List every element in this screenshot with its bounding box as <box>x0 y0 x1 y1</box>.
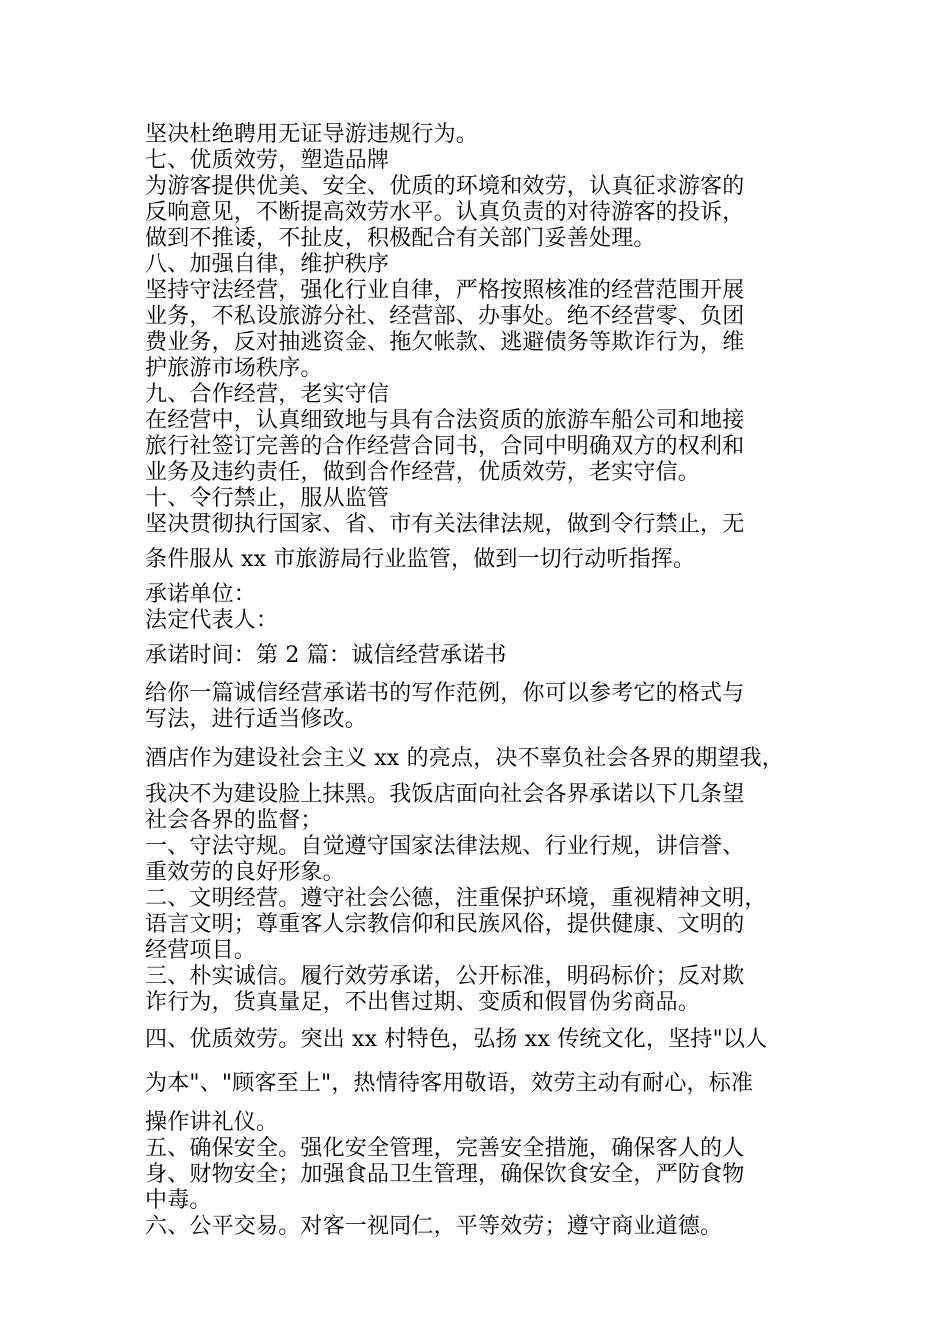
text-line: 中毒。 <box>145 1188 212 1213</box>
text-line: 业务及违约责任，做到合作经营，优质效劳，老实守信。 <box>145 460 701 485</box>
section-heading: 八、加强自律，维护秩序 <box>145 252 390 277</box>
text-line: 在经营中，认真细致地与具有合法资质的旅游车船公司和地接 <box>145 408 745 433</box>
text-line: 经营项目。 <box>145 938 257 963</box>
text-line: 操作讲礼仪。 <box>145 1110 279 1135</box>
text-line: 承诺时间：第 2 篇：诚信经营承诺书 <box>145 643 507 668</box>
text-line: 社会各界的监督； <box>145 808 323 833</box>
text-line: 三、朴实诚信。履行效劳承诺，公开标准，明码标价；反对欺 <box>145 964 745 989</box>
text-line: 五、确保安全。强化安全管理，完善安全措施，确保客人的人 <box>145 1136 745 1161</box>
text-line: 反响意见，不断提高效劳水平。认真负责的对待游客的投诉， <box>145 200 745 225</box>
text-line: 为本"、"顾客至上"，热情待客用敬语，效劳主动有耐心，标准 <box>145 1071 754 1096</box>
section-heading: 七、优质效劳，塑造品牌 <box>145 148 390 173</box>
text-line: 护旅游市场秩序。 <box>145 356 323 381</box>
text-line: 旅行社签订完善的合作经营合同书，合同中明确双方的权利和 <box>145 434 745 459</box>
text-line: 六、公平交易。对客一视同仁，平等效劳；遵守商业道德。 <box>145 1214 723 1239</box>
text-line: 语言文明；尊重客人宗教信仰和民族风俗，提供健康、文明的 <box>145 912 745 937</box>
text-line: 一、守法守规。自觉遵守国家法律法规、行业行规，讲信誉、 <box>145 834 745 859</box>
text-line: 四、优质效劳。突出 xx 村特色，弘扬 xx 传统文化，坚持"以人 <box>145 1027 768 1052</box>
text-line: 诈行为，货真量足，不出售过期、变质和假冒伪劣商品。 <box>145 990 701 1015</box>
text-line: 为游客提供优美、安全、优质的环境和效劳，认真征求游客的 <box>145 174 745 199</box>
section-heading: 九、合作经营，老实守信 <box>145 382 390 407</box>
text-line: 身、财物安全；加强食品卫生管理，确保饮食安全，严防食物 <box>145 1162 745 1187</box>
text-line: 二、文明经营。遵守社会公德，注重保护环境，重视精神文明， <box>145 886 767 911</box>
signature-unit-label: 承诺单位： <box>145 582 257 607</box>
section-heading: 十、令行禁止，服从监管 <box>145 486 390 511</box>
signature-representative-label: 法定代表人： <box>145 608 279 633</box>
text-line: 我决不为建设脸上抹黑。我饭店面向社会各界承诺以下几条望 <box>145 782 745 807</box>
text-line: 做到不推诿，不扯皮，积极配合有关部门妥善处理。 <box>145 226 656 251</box>
text-line: 给你一篇诚信经营承诺书的写作范例，你可以参考它的格式与 <box>145 681 745 706</box>
text-line: 酒店作为建设社会主义 xx 的亮点，决不辜负社会各界的期望我， <box>145 746 785 771</box>
text-line: 坚决贯彻执行国家、省、市有关法律法规，做到令行禁止，无 <box>145 512 745 537</box>
text-line: 条件服从 xx 市旅游局行业监管，做到一切行动听指挥。 <box>145 547 696 572</box>
text-line: 业务，不私设旅游分社、经营部、办事处。绝不经营零、负团 <box>145 304 745 329</box>
text-line: 坚决杜绝聘用无证导游违规行为。 <box>145 122 479 147</box>
text-line: 重效劳的良好形象。 <box>145 860 345 885</box>
text-line: 费业务，反对抽逃资金、拖欠帐款、逃避债务等欺诈行为，维 <box>145 330 745 355</box>
text-line: 写法，进行适当修改。 <box>145 707 368 732</box>
text-line: 坚持守法经营，强化行业自律，严格按照核准的经营范围开展 <box>145 278 745 303</box>
